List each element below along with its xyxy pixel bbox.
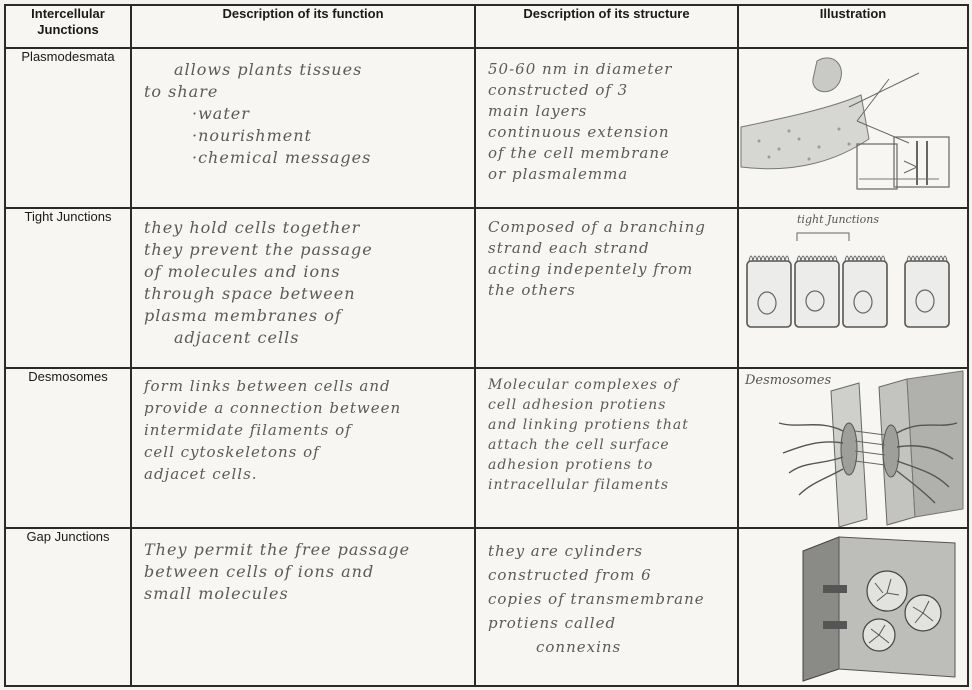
function-line: to share — [144, 82, 219, 101]
function-line: ·chemical messages — [192, 148, 372, 167]
structure-line: constructed of 3 — [488, 81, 629, 99]
illustration-cell — [738, 528, 968, 686]
header-function: Description of its function — [131, 5, 475, 48]
illustration-label: Desmosomes — [745, 373, 832, 388]
function-line: allows plants tissues — [174, 60, 363, 79]
desmosomes-sketch — [739, 369, 967, 527]
function-cell — [131, 208, 475, 368]
structure-cell — [475, 48, 738, 208]
illustration-label: tight Junctions — [797, 213, 880, 226]
junction-name: Desmosomes — [5, 368, 131, 528]
function-line: through space between — [144, 284, 356, 303]
function-line: of molecules and ions — [144, 262, 341, 281]
function-line: plasma membranes of — [144, 306, 342, 325]
structure-line: and linking protiens that — [488, 417, 689, 433]
structure-cell — [475, 208, 738, 368]
header-junctions: Intercellular Junctions — [5, 5, 131, 48]
table-row — [5, 208, 968, 368]
header-row — [5, 5, 968, 48]
function-cell — [131, 368, 475, 528]
gap-junctions-sketch — [739, 529, 967, 685]
structure-line: connexins — [536, 638, 622, 656]
tight-junctions-sketch — [739, 209, 967, 367]
illustration-cell — [738, 48, 968, 208]
structure-line: continuous extension — [488, 123, 670, 141]
header-illustration: Illustration — [738, 5, 968, 48]
structure-line: strand each strand — [488, 239, 650, 257]
structure-line: attach the cell surface — [488, 437, 670, 453]
structure-line: copies of transmembrane — [488, 590, 705, 608]
function-line: provide a connection between — [144, 399, 402, 417]
function-cell — [131, 48, 475, 208]
function-line: intermidate filaments of — [144, 421, 352, 439]
function-line: between cells of ions and — [144, 562, 375, 581]
structure-line: Composed of a branching — [488, 218, 706, 236]
table-row — [5, 368, 968, 528]
function-line: they hold cells together — [144, 218, 361, 237]
junctions-worksheet — [4, 4, 967, 685]
structure-line: the others — [488, 281, 576, 299]
structure-line: acting indepentely from — [488, 260, 694, 278]
structure-line: protiens called — [488, 614, 617, 632]
structure-line: they are cylinders — [488, 542, 644, 560]
structure-line: main layers — [488, 102, 588, 120]
function-line: ·water — [192, 104, 250, 123]
function-line: They permit the free passage — [144, 540, 411, 559]
structure-line: of the cell membrane — [488, 144, 670, 162]
function-line: form links between cells and — [144, 377, 391, 395]
function-line: adjacent cells — [174, 328, 300, 347]
illustration-cell — [738, 208, 968, 368]
structure-line: intracellular filaments — [488, 477, 670, 493]
structure-line: 50-60 nm in diameter — [488, 60, 673, 78]
structure-line: cell adhesion protiens — [488, 397, 667, 413]
junction-name: Plasmodesmata — [5, 48, 131, 208]
function-cell — [131, 528, 475, 686]
header-structure: Description of its structure — [475, 5, 738, 48]
function-line: cell cytoskeletons of — [144, 443, 320, 461]
structure-cell — [475, 368, 738, 528]
junction-name: Gap Junctions — [5, 528, 131, 686]
function-line: adjacet cells. — [144, 465, 258, 483]
junctions-table — [4, 4, 969, 687]
function-line: they prevent the passage — [144, 240, 373, 259]
structure-line: Molecular complexes of — [488, 377, 680, 393]
structure-line: or plasmalemma — [488, 165, 629, 183]
junction-name: Tight Junctions — [5, 208, 131, 368]
illustration-cell — [738, 368, 968, 528]
structure-line: constructed from 6 — [488, 566, 652, 584]
table-row — [5, 48, 968, 208]
plasmodesmata-sketch — [739, 49, 967, 207]
structure-line: adhesion protiens to — [488, 457, 654, 473]
function-line: small molecules — [144, 584, 289, 603]
structure-cell — [475, 528, 738, 686]
function-line: ·nourishment — [192, 126, 312, 145]
table-row — [5, 528, 968, 686]
